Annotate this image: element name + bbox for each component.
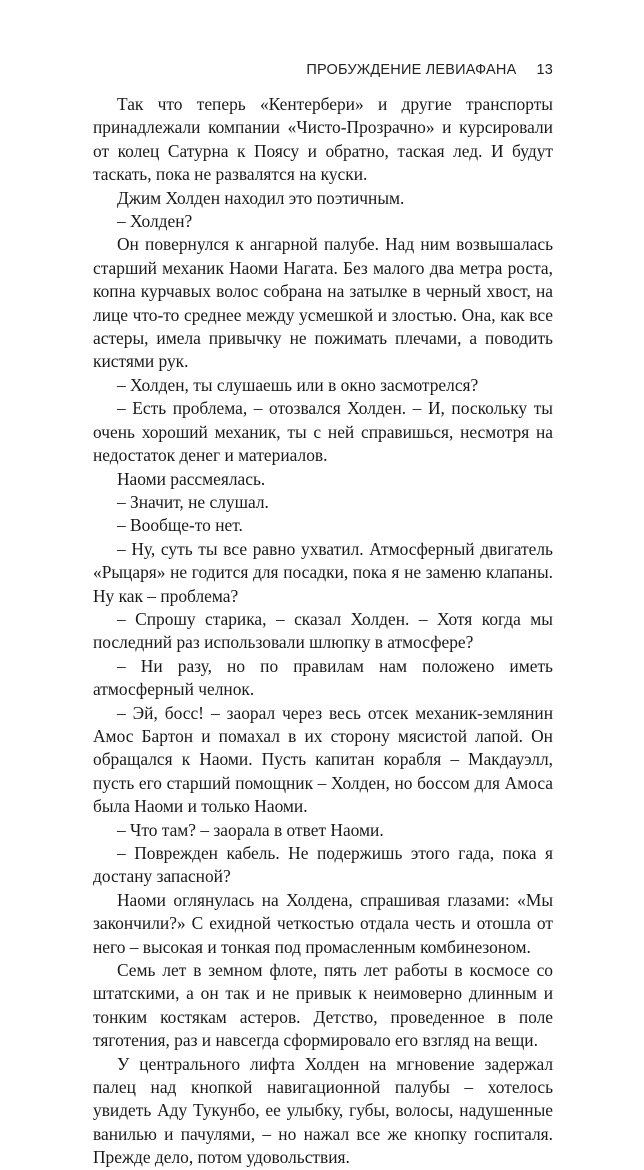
paragraph: Джим Холден находил это поэтичным. [117, 187, 405, 208]
paragraph: – Есть проблема, – отозвался Холден. – И, поскольку ты очень хороший механик, ты с ней справишься, несмотря на недостаток денег и материалов. [93, 398, 553, 466]
paragraph: Наоми оглянулась на Холдена, спрашивая глазами: «Мы закончили?» С ехидной четкостью отдала честь и отошла от него – высокая и тонкая под промасленным комбинезоном. [93, 889, 553, 957]
paragraph: Семь лет в земном флоте, пять лет работы в космосе со штатскими, а он так и не привык к неимоверно длинным и тонким костякам астеров. Детство, проведенное в поле тяготения, раз и навсегда сформировало его взгляд на вещи. [93, 960, 553, 1051]
paragraph: – Что там? – заорала в ответ Наоми. [117, 819, 384, 840]
paragraph: Наоми рассмеялась. [117, 468, 266, 489]
paragraph: – Вообще-то нет. [117, 515, 243, 536]
paragraph: – Значит, не слушал. [117, 491, 269, 512]
paragraph: – Поврежден кабель. Не подержишь этого гада, пока я достану запасной? [93, 843, 553, 887]
paragraph: – Ни разу, но по правилам нам положено иметь атмосферный челнок. [93, 655, 553, 700]
body-text [93, 93, 553, 1170]
paragraph: – Спрошу старика, – сказал Холден. – Хотя когда мы последний раз использовали шлюпку в атмосфере? [93, 608, 553, 653]
paragraph: Он повернулся к ангарной палубе. Над ним возвышалась старший механик Наоми Нагата. Без малого два метра роста, копна курчавых волос собрана на затылке в черный хвост, на лице что-то среднее между усмешкой и злостью. Она, как все астеры, имела привычку не пожимать плечами, а поводить кистями рук. [93, 234, 553, 372]
paragraph: – Ну, суть ты все равно ухватил. Атмосферный двигатель «Рыцаря» не годится для посадки, пока я не заменю клапаны. Ну как – проблема? [93, 538, 553, 606]
paragraph: У центрального лифта Холден на мгновение задержал палец над кнопкой навигационной палубы – хотелось увидеть Аду Тукунбо, ее улыбку, губы, волосы, надушенные ванилью и пачулями, – но нажал все же кнопку госпиталя. Прежде дело, потом удовольствия. [93, 1053, 553, 1168]
paragraph: – Эй, босс! – заорал через весь отсек механик-землянин Амос Бартон и помахал в их сторону мясистой лапой. Он обращался к Наоми. Пусть капитан корабля – Макдауэлл, пусть его старший помощник – Холден, но боссом для Амоса была Наоми и только Наоми. [93, 702, 553, 817]
paragraph: – Холден? [117, 211, 193, 232]
paragraph: Так что теперь «Кентербери» и другие транспорты принадлежали компании «Чисто-Прозрачно» и курсировали от колец Сатурна к Поясу и обратно, таская лед. И будут таскать, пока не развалятся на куски. [93, 94, 553, 185]
paragraph: – Холден, ты слушаешь или в окно засмотрелся? [117, 374, 479, 395]
page-number: 13 [536, 62, 553, 78]
running-head [306, 62, 553, 78]
book-title: ПРОБУЖДЕНИЕ ЛЕВИАФАНА [306, 62, 517, 78]
